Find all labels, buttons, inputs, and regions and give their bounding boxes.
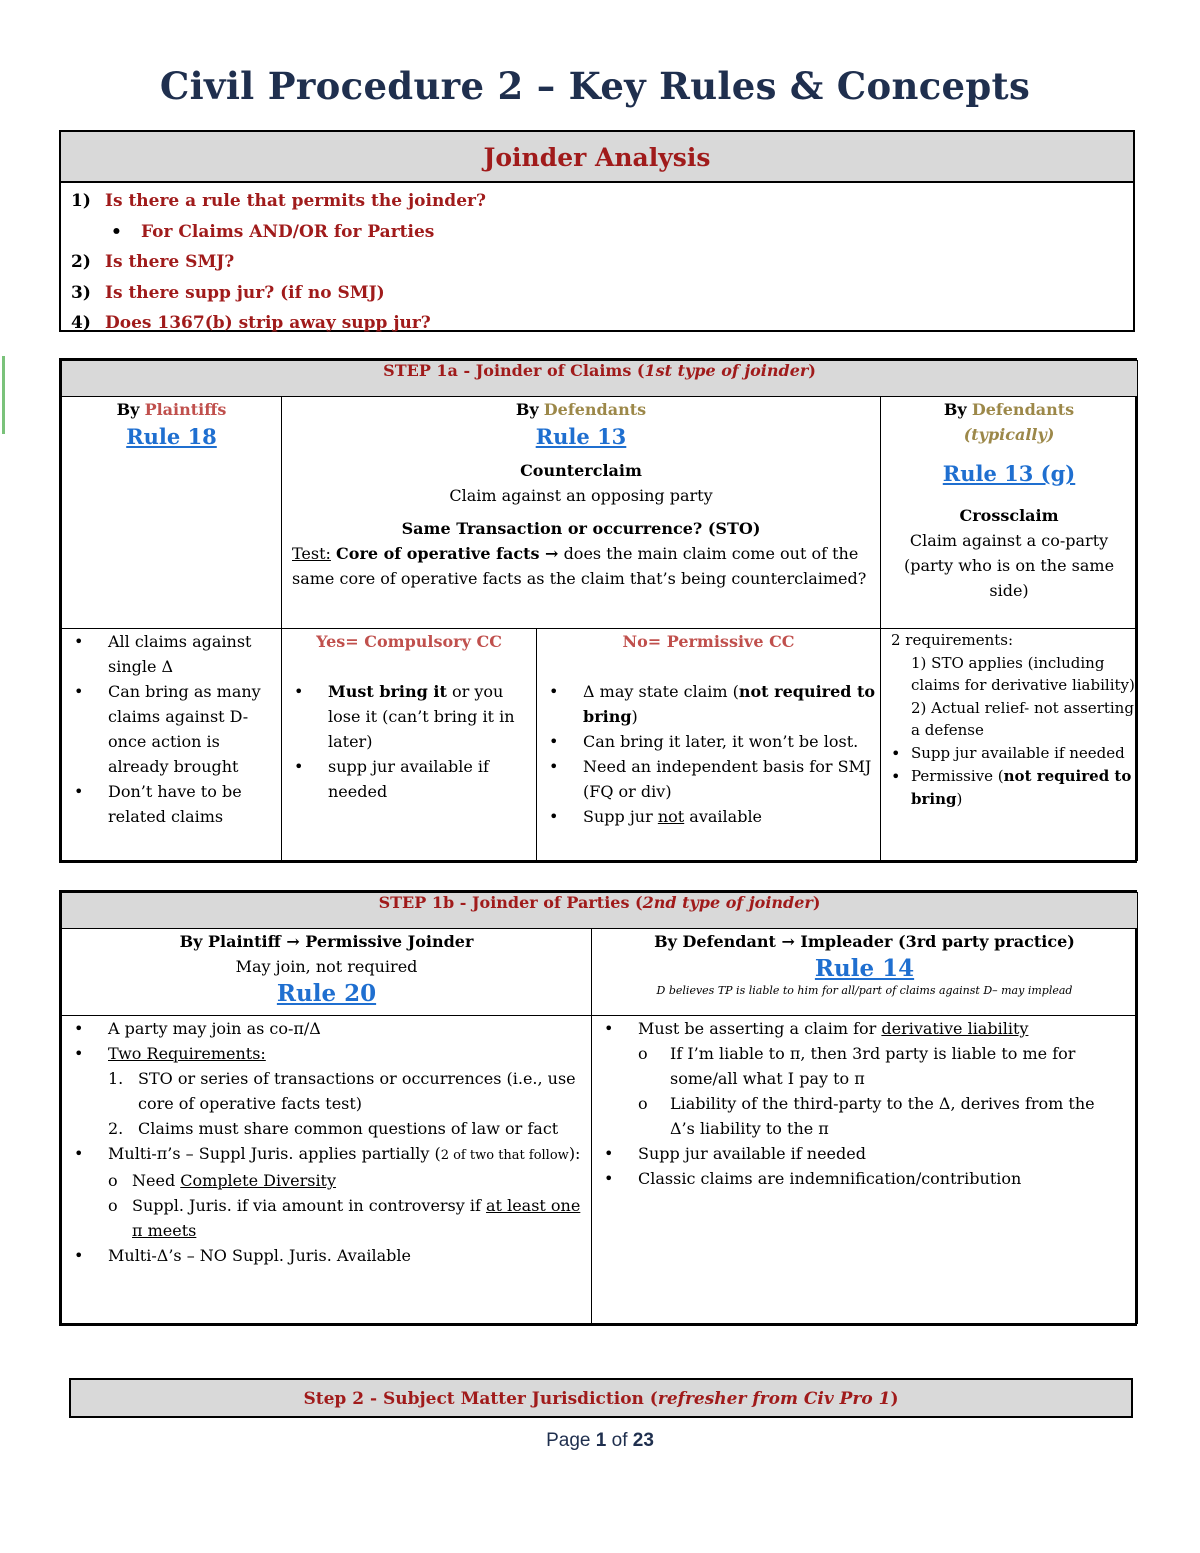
list-item: • Must be asserting a claim for derivative liability (592, 1016, 1137, 1041)
page-footer: Page 1 of 23 (546, 1430, 654, 1451)
list-subitem: • For Claims AND/OR for Parties (111, 221, 435, 242)
step-1a-heading: STEP 1a - Joinder of Claims (1st type of joinder) (62, 361, 1138, 397)
rule-13g-link[interactable]: Rule 13 (g) (942, 461, 1076, 486)
counterclaim-cell: By Defendants Rule 13 Counterclaim Claim against an opposing party Same Transaction or occurrence? (STO) Test: Core of operative facts → does the main claim come out of the same core of operative facts as the claim that’s being counterclaimed? (282, 397, 881, 629)
list-item: • A party may join as co-π/Δ (62, 1016, 591, 1041)
list-item: • Can bring it later, it won’t be lost. (537, 729, 880, 754)
list-item: • Supp jur available if needed (592, 1141, 1137, 1166)
list-item: o Liability of the third-party to the Δ, derives from the Δ’s liability to the π (638, 1094, 1095, 1138)
list-item: o Need Complete Diversity (108, 1171, 337, 1190)
list-item: • supp jur available if needed (282, 754, 536, 804)
rule-18-link[interactable]: Rule 18 (126, 424, 217, 449)
list-item: • Supp jur not available (537, 804, 880, 829)
list-item: 3) Is there supp jur? (if no SMJ) (71, 282, 385, 303)
list-item: 1. STO or series of transactions or occurrences (i.e., use core of operative facts test) (108, 1069, 576, 1113)
page-number: 1 (595, 1430, 607, 1451)
step-1b-heading: STEP 1b - Joinder of Parties (2nd type of joinder) (62, 893, 1138, 929)
list-item: • Permissive (not required to bring) (879, 765, 1137, 811)
list-item: 2) Is there SMJ? (71, 252, 235, 272)
page-total: 23 (632, 1430, 654, 1451)
crossclaim-cell: By Defendants (typically) Rule 13 (g) Crossclaim Claim against a co-party (party who is on the same side) (881, 397, 1138, 629)
permissive-joinder-cell: By Plaintiff → Permissive Joinder May join, not required Rule 20 (62, 929, 592, 1016)
joinder-analysis-heading: Joinder Analysis (61, 132, 1133, 183)
list-item: 4) Does 1367(b) strip away supp jur? (71, 313, 431, 333)
step-1b-table (59, 890, 1137, 1326)
list-item: • Need an independent basis for SMJ (FQ or div) (537, 754, 880, 804)
step-2-heading: Step 2 - Subject Matter Jurisdiction (refresher from Civ Pro 1) (69, 1378, 1133, 1418)
list-item: • All claims against single Δ (62, 629, 281, 679)
impleader-cell: By Defendant → Impleader (3rd party practice) Rule 14 D believes TP is liable to him for all/part of claims against D– may implead (592, 929, 1138, 1016)
rule-20-link[interactable]: Rule 20 (276, 980, 377, 1007)
permissive-cc-cell: No= Permissive CC • Δ may state claim (not required to bring) • Can bring it later, it won’t be lost. • Need an independent basis for SMJ (FQ or div) • Supp jur not available (537, 629, 881, 861)
list-item: 1) Is there a rule that permits the joinder? (71, 191, 486, 211)
page-title: Civil Procedure 2 – Key Rules & Concepts (159, 64, 1031, 108)
list-item: • Classic claims are indemnification/contribution (592, 1166, 1137, 1191)
list-item: • Can bring as many claims against D- once action is already brought (62, 679, 281, 779)
list-item: 2. Claims must share common questions of law or fact (108, 1119, 559, 1138)
joinder-analysis-list (61, 183, 1133, 339)
joinder-analysis-box (59, 130, 1135, 332)
rule-13-link[interactable]: Rule 13 (535, 424, 627, 449)
list-item: o Suppl. Juris. if via amount in controversy if at least one π meets (108, 1196, 581, 1240)
list-item: o If I’m liable to π, then 3rd party is liable to me for some/all what I pay to π (638, 1044, 1076, 1088)
compulsory-cc-cell: Yes= Compulsory CC • Must bring it or you lose it (can’t bring it in later) • supp jur available if needed (282, 629, 537, 861)
plaintiffs-bullets (62, 629, 282, 861)
crossclaim-requirements: 2 requirements: 1) STO applies (including claims for derivative liability) 2) Actual relief- not asserting a defense • Supp jur available if needed • Permissive (not required to bring) (881, 629, 1138, 861)
rule-14-link[interactable]: Rule 14 (814, 955, 915, 982)
list-item: • Multi-π’s – Suppl Juris. applies partially (2 of two that follow): (62, 1141, 591, 1168)
step-1a-table (59, 358, 1137, 863)
list-item: • Supp jur available if needed (879, 742, 1137, 765)
list-item: • Don’t have to be related claims (62, 779, 281, 829)
list-item: • Δ may state claim (not required to bring) (537, 679, 880, 729)
margin-marker (2, 356, 5, 434)
permissive-joinder-bullets (62, 1016, 592, 1324)
plaintiffs-rule-cell: By Plaintiffs Rule 18 (62, 397, 282, 629)
list-item: • Must bring it or you lose it (can’t bring it in later) (282, 679, 536, 754)
impleader-bullets (592, 1016, 1138, 1324)
list-item: • Multi-Δ’s – NO Suppl. Juris. Available (62, 1243, 591, 1268)
list-item: • Two Requirements: (62, 1041, 591, 1066)
